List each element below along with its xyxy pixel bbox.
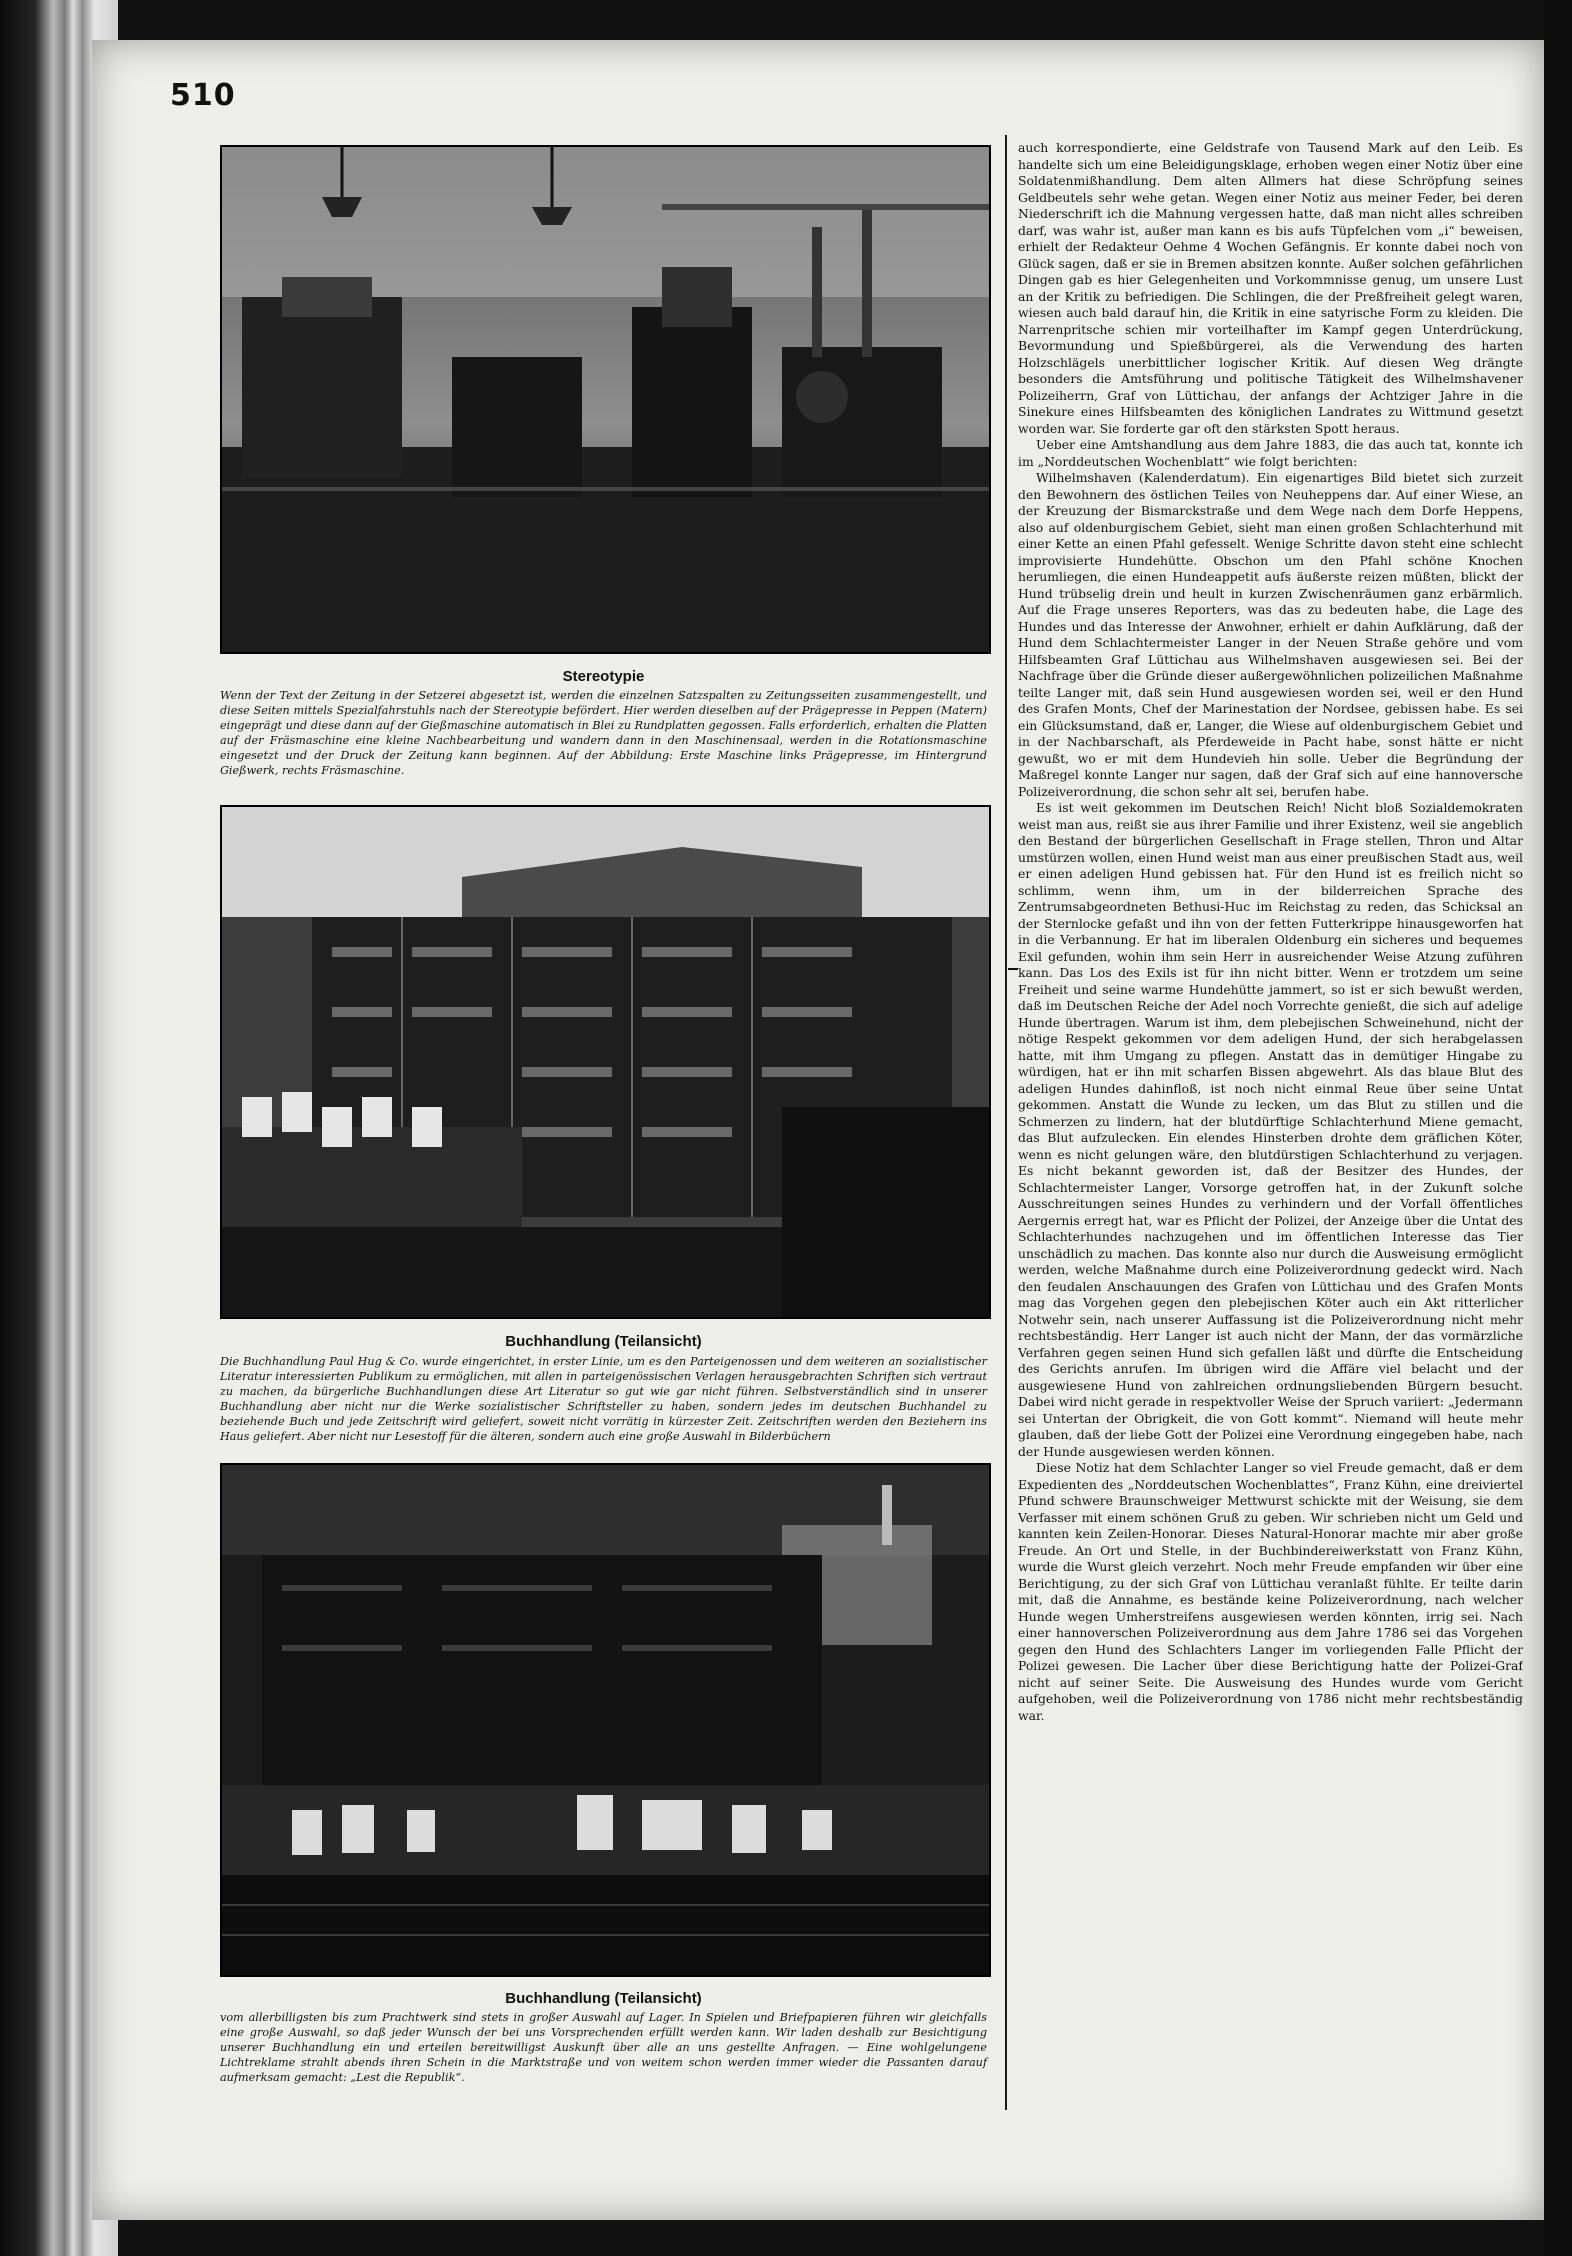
figure-caption: vom allerbilligsten bis zum Prachtwerk sind stets in großer Auswahl auf Lager. In Spielen und Briefpapieren führen wir gleichfalls eine große Auswahl, so daß jeder Wunsch der bei uns Vorsprechenden erfüllt werden kann. Wir laden deshalb zur Besichtigung unserer Buchhandlung ein und erteilen bereitwilligst Auskunft über alle an uns gestellte Anfragen. — Eine wohlgelungene Lichtreklame strahlt abends ihren Schein in die Marktstraße und von weitem schon werden immer wieder die Passanten darauf aufmerksam gemacht: „Lest die Republik“. <box>220 2011 987 2084</box>
bookstore-photo-1 <box>220 805 991 1319</box>
shop-window-image <box>222 1465 989 1975</box>
figure-title: Stereotypie <box>562 668 645 685</box>
figure-caption: Wenn der Text der Zeitung in der Setzerei abgesetzt ist, werden die einzelnen Satzspalten zu Zeitungsseiten zusammengestellt, und diese Seiten mittels Spezialfahrstuhls nach der Stereotypie befördert. Hier werden dieselben auf der Prägepresse in Peppen (Matern) eingeprägt und diese dann auf der Gießmaschine automatisch in Blei zu Rundplatten gegossen. Falls erforderlich, erhalten die Platten auf der Fräsmaschine eine kleine Nachbearbeitung und wandern dann in den Maschinensaal, werden in die Rotationsmaschine eingesetzt und der Druck der Zeitung kann beginnen. Auf der Abbildung: Erste Maschine links Prägepresse, im Hintergrund Gießwerk, rechts Fräsmaschine. <box>220 689 987 777</box>
column-rule <box>1005 135 1007 2110</box>
stereotypie-photo <box>220 145 991 654</box>
paragraph-dash <box>1008 968 1018 970</box>
bookstore-photo-2 <box>220 1463 991 1977</box>
article-paragraph: Diese Notiz hat dem Schlachter Langer so viel Freude gemacht, daß er dem Expedienten des „Norddeutschen Wochenblattes“, Franz Kühn, eine dreiviertel Pfund schwere Braunschweiger Mettwurst schickte mit der Weisung, sie dem Verfasser mit einem schönen Gruß zu geben. Wir schrieben nicht um Geld und kannten kein Zeilen-Honorar. Dieses Natural-Honorar machte mir aber große Freude. An Ort und Stelle, in der Buchbindereiwerkstatt von Franz Kühn, wurde die Wurst gleich verzehrt. Noch mehr Freude empfanden wir über eine Berichtigung, zu der sich Graf von Lüttichau veranlaßt fühlte. Er teilte darin mit, daß die Annahme, es bestände keine Polizeiverordnung, nach welcher Hunde wegen Umherstreifens ausgewiesen werden könnten, irrig sei. Nach einer hannoverschen Polizeiverordnung aus dem Jahre 1786 sei das Vorgehen gegen den Hund des Schlachters Langer im vorliegenden Falle Pflicht der Polizei gewesen. Die Lacher über diese Berichtigung hatte der Polizei-Graf nicht auf seiner Seite. Die Ausweisung des Hundes wurde vom Gericht aufgehoben, weil die Polizeiverordnung von 1786 nicht mehr rechtsbeständig war. <box>1018 1460 1523 1723</box>
article-paragraph: Wilhelmshaven (Kalenderdatum). Ein eigenartiges Bild bietet sich zurzeit den Bewohnern des östlichen Teiles von Neuheppens dar. Auf einer Wiese, an der Kreuzung der Bismarckstraße und dem Wege nach dem Dorfe Heppens, also auf oldenburgischem Gebiet, sieht man einen großen Schlachterhund mit einer Kette an einen Pfahl gefesselt. Wenige Schritte davon steht eine schlecht improvisierte Hundehütte. Obschon um den Pfahl schöne Knochen herumliegen, die einen Hundeappetit aufs äußerste reizen müßten, blickt der Hund trübselig drein und heult in kurzen Zwischenräumen ganz erbärmlich. Auf die Frage unseres Reporters, was das zu bedeuten habe, die Lage des Hundes und das Interesse der Anwohner, erhielt er dahin Aufklärung, daß der Hund dem Schlachtermeister Langer in der Neuen Straße gehöre und vom Hilfsbeamten Graf Lüttichau aus Wilhelmshaven ausgewiesen sei. Bei der Nachfrage über die Gründe dieser außergewöhnlichen polizeilichen Maßnahme teilte Langer mit, daß sein Hund ausgewiesen worden sei, weil er den Hund des Grafen Monts, Chef der Marinestation der Nordsee, gebissen habe. Es sei ein Glücksumstand, daß er, Langer, die Wiese auf oldenburgischem Gebiet und in der Nachbarschaft, als Pferdeweide in Pacht habe, sonst hätte er nicht gewußt, wo er mit dem Hundevieh hin solle. Ueber die Begründung der Maßregel konnte Langer nur sagen, daß der Graf sich auf eine hannoversche Polizeiverordnung, die schon sehr alt sei, berufen habe. <box>1018 470 1523 799</box>
page-number: 510 <box>170 78 236 113</box>
article-paragraph: Es ist weit gekommen im Deutschen Reich! Nicht bloß Sozialdemokraten weist man aus, reißt sie aus ihrer Familie und ihrer Existenz, weil sie angeblich den Bestand der bürgerlichen Gesellschaft in Frage stellen, Thron und Altar umstürzen wollen, einen Hund weist man aus einer preußischen Stadt aus, weil er einen adeligen Hund gebissen hat. Für den Hund ist es freilich nicht so schlimm, wenn ihm, um in der bilderreichen Sprache des Zentrumsabgeordneten Bethusi-Huc im Reichstag zu reden, das Schicksal an der Sternlocke gefaßt und ihn von der fetten Futterkrippe hinausgeworfen hat in die Verbannung. Er hat im liberalen Oldenburg ein sicheres und bequemes Exil gefunden, wohin ihm sein Herr in ausreichender Weise Atzung zuführen kann. Das Los des Exils ist für ihn nicht bitter. Wenn er trotzdem um seine Freiheit und seine warme Hundehütte jammert, so ist er sich bewußt werden, daß im Deutschen Reiche der Adel noch Vorrechte genießt, die sich auf adelige Hunde übertragen. Warum ist ihm, dem plebejischen Schweinehund, nicht der nötige Respekt gekommen vor dem adeligen Hund, der sich herabgelassen hatte, mit ihm Umgang zu pflegen. Anstatt das in demütiger Hingabe zu würdigen, hat er ihn mit scharfen Bissen abgewehrt. Als das blaue Blut des adeligen Hundes dahinfloß, ist noch nicht einmal Reue über seine Untat gekommen. Anstatt die Wunde zu lecken, um das Blut zu stillen und die Schmerzen zu lindern, hat der blutdürftige Schlachterhund Miene gemacht, das Blut aufzulecken. Ein elendes Hinsterben drohte dem gräflichen Köter, wenn es nicht gelungen wäre, den blutdürstigen Schlachterhund zu verjagen. Es nicht bekannt geworden ist, daß der Besitzer des Hundes, der Schlachtermeister Langer, Vorsorge getroffen hat, in der Zukunft solche Ausschreitungen seines Hundes zu verhindern und der Vorfall öffentliches Aergernis erregt hat, war es Pflicht der Polizei, der Anzeige über die Untat des Schlachterhundes nachzugehen und im öffentlichen Interesse das Tier unschädlich zu machen. Das konnte also nur durch die Ausweisung ermöglicht werden, welche Maßnahme durch eine Polizeiverordnung gedeckt wird. Nach den feudalen Anschauungen des Grafen von Lüttichau und des Grafen Monts mag das Vorgehen gegen den plebejischen Köter auch ein Akt ritterlicher Notwehr sein, nach unserer Auffassung ist die Polizeiverordnung nicht mehr rechtsbeständig. Herr Langer ist auch nicht der Mann, der das vormärzliche Verfahren gegen seinen Hund sich gefallen läßt und dürfte die Entscheidung des Gerichts anrufen. Im übrigen wird die Affäre viel belacht und der ausgewiesene Hund von zahlreichen ordnungsliebenden Bürgern besucht. Dabei wird nicht gerade in respektvoller Weise der Spruch variiert: „Jedermann sei Untertan der Obrigkeit, die von Gott kommt“. Niemand will heute mehr glauben, daß der liebe Gott der Polizei eine Verordnung eingegeben habe, nach der Hunde ausgewiesen werden können. <box>1018 800 1523 1459</box>
figure-title: Buchhandlung (Teilansicht) <box>505 1990 702 2007</box>
machine-room-image <box>222 147 989 652</box>
scan-border <box>1544 0 1572 2256</box>
figure-title: Buchhandlung (Teilansicht) <box>505 1333 702 1350</box>
bookshelves-image <box>222 807 989 1317</box>
article-paragraph: Ueber eine Amtshandlung aus dem Jahre 1883, die das auch tat, konnte ich im „Norddeutschen Wochenblatt“ wie folgt berichten: <box>1018 437 1523 469</box>
figure-caption: Die Buchhandlung Paul Hug & Co. wurde eingerichtet, in erster Linie, um es den Parteigenossen und dem weiteren an sozialistischer Literatur interessierten Publikum zu ermöglichen, mit allen in parteigenössischen Verlagen herausgebrachten Schriften sich vertraut zu machen, da bürgerliche Buchhandlungen diese Art Literatur so gut wie gar nicht führen. Selbstverständlich sind in unserer Buchhandlung aber nicht nur die Werke sozialistischer Schriftsteller zu haben, sondern jedes im deutschen Buchhandel zu beziehende Buch und jede Zeitschrift wird geliefert, soweit nicht vorrätig in kürzester Zeit. Zeitschriften werden den Beziehern ins Haus geliefert. Aber nicht nur Lesestoff für die älteren, sondern auch eine große Auswahl in Bilderbüchern <box>220 1355 987 1443</box>
article-column <box>1018 140 1523 2110</box>
article-paragraph: auch korrespondierte, eine Geldstrafe von Tausend Mark auf den Leib. Es handelte sich um eine Beleidigungsklage, erhoben wegen einer Notiz über eine Soldatenmißhandlung. Dem alten Allmers hat diese Schröpfung seines Geldbeutels sehr wehe getan. Wegen einer Notiz aus meiner Feder, bei deren Niederschrift ich die Mahnung vergessen hatte, daß man nicht alles schreiben darf, was wahr ist, außer man kann es bis aufs Tüpfelchen vom „i“ beweisen, erhielt der Redakteur Oehme 4 Wochen Gefängnis. Er konnte dabei noch von Glück sagen, daß er sie in Bremen absitzen konnte. Außer solchen gefährlichen Dingen gab es hier Gelegenheiten und Vorkommnisse genug, um unsere Lust an der Kritik zu befriedigen. Die Schlingen, die der Preßfreiheit gelegt waren, wiesen auch bald darauf hin, die Kritik in eine satyrische Form zu kleiden. Die Narrenpritsche schien mir vorteilhafter im Kampf gegen Unterdrückung, Bevormundung und Spießbürgerei, als die Verwendung des harten Holzschlägels unerbittlicher logischer Kritik. Auf diesen Weg drängte besonders die Amtsführung und politische Tätigkeit des Wilhelmshavener Polizeiherrn, Graf von Lüttichau, der anfangs der Achtziger Jahre in die Sinekure eines Hilfsbeamten des königlichen Landrates zu Wittmund gesetzt worden war. Sie forderte gar oft den stärksten Spott heraus. <box>1018 140 1523 436</box>
